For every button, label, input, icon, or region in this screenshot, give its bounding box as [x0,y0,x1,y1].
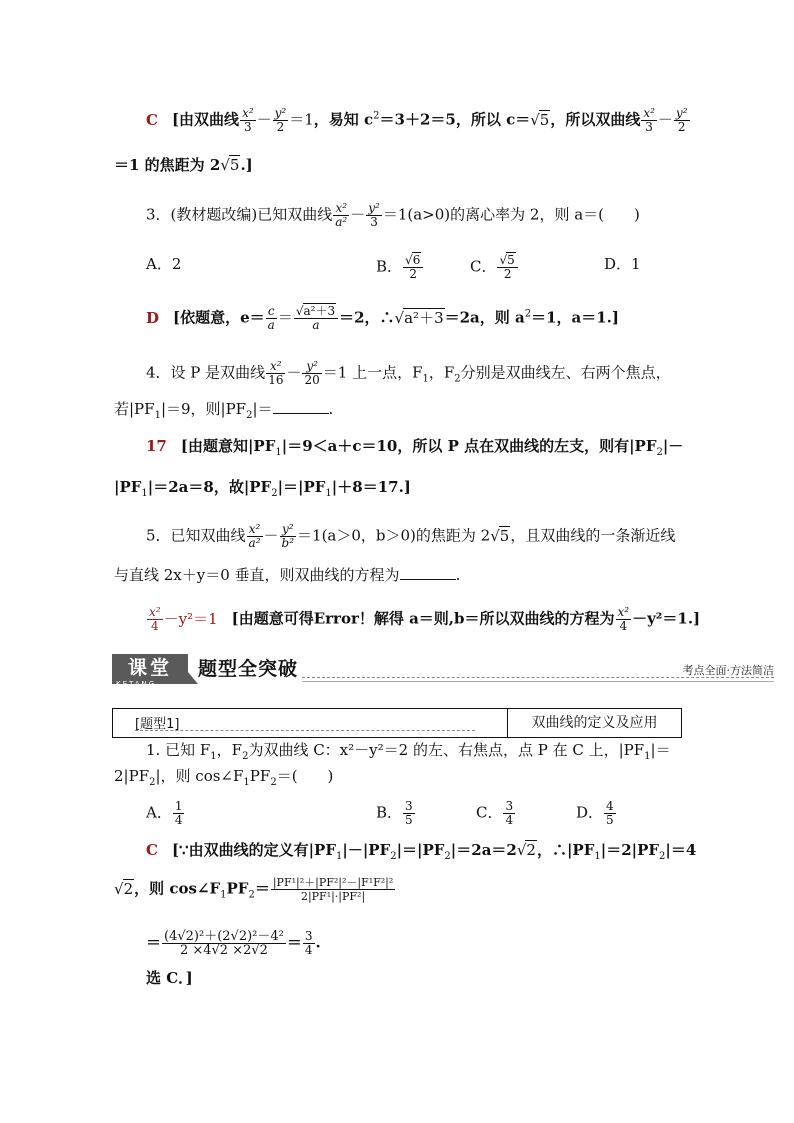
q3-option-b: B． $\frac{√6}{2}$ [376,254,424,281]
text: 若|PF [114,400,155,418]
text: |＝|PF [277,478,326,496]
p1-option-d: D． $\frac{4}{5}$ [576,799,614,827]
q4-answer-line2: $|PF_1|=2a=8$，故$|PF_2|=|PF_1|+8=17$.] [114,478,411,499]
text: |－ [662,437,684,455]
p1-answer-line4 [146,968,193,988]
text: [由题意可得Error！解得 a＝则,b＝所以双曲线的方程为 [231,609,615,628]
q4-stem: 4．设 P 是双曲线 $\frac{\text{x²}}{16}$ － $\frac{\text{y²}}{20}$ ＝1 上一点，$F_1$，$F_2$分别是双曲线左、右两个焦点， [146,359,671,387]
text: 与直线 2x＋y＝0 垂直，则双曲线的方程为 [114,566,400,584]
p1-answer-line2: √2，则 $\cos\angle F_1PF_2=$ $\frac{\text{|PF¹|²＋|PF²|²－|F¹F²|²}}{\text{2|PF¹|·|PF²|}}$ [114,876,394,903]
type-label: [题型1] [135,717,180,732]
text: ＝ [254,879,270,898]
answer-letter: C [146,110,158,129]
p1-option-a: A． $\frac{1}{4}$ [146,799,183,827]
text: . [315,933,321,952]
text: 2|PF [114,767,150,785]
p1-stem: 1. 已知 $F_1$，$F_2$为双曲线 C：x²－y²＝2 的左、右焦点，点 P 在 C 上，$|PF_1|=$ [146,741,671,762]
text: |＝9＜a＋c＝10，所以 P 点在双曲线的左支，则有|PF [281,437,657,455]
q5-answer: $\frac{\text{x²}}{4}$ －y²＝1 [由题意可得Error！解得 a＝则,b＝所以双曲线的方程为 $\frac{\text{x²}}{4}$ －y²＝1.] [149,605,701,633]
q3-answer: D [依题意，e＝ $\frac{c}{a}$ ＝ $\frac{\text{√a²＋3}}{a}$ ＝2，∴√a²＋3＝2a，则 $a^2=1$，a＝1.] [146,304,620,332]
text: |－|PF [342,841,391,859]
text: |＝ [650,741,671,759]
fraction-denominator: 2 ×4√2 ×2√2 [179,943,268,958]
q4-answer-line1: 17 [由题意知$|PF_1|=9<a+c=10$，所以 P 点在双曲线的左支，则有$|PF_2|-$ [146,437,684,458]
p1-option-b: B． $\frac{3}{5}$ [376,799,413,827]
text: A． [146,803,172,822]
text: |PF [114,478,142,496]
text: ，∴|PF [536,841,595,859]
text: |＋8＝17.] [331,478,411,496]
fraction-numerator: |PF¹|²＋|PF²|²－|F¹F²|² [272,876,394,889]
text: ，所以双曲线 [550,110,641,129]
text: [依题意，e＝ [173,308,265,327]
text: ＝1 的焦距为 2 [114,156,221,174]
text: B． [376,803,403,822]
text: 4．设 P 是双曲线 [146,363,266,382]
text: ＝( ) [276,767,334,785]
p1-option-c: C． $\frac{3}{4}$ [476,799,514,827]
text: A．2 [146,255,182,273]
text: D． [576,803,604,822]
text: |＝4 [665,841,697,859]
question-type-box [112,708,682,738]
text: |＝|PF [396,841,445,859]
q5-stem: 5．已知双曲线 $\frac{\text{x²}}{\text{a²}}$ － $\frac{\text{y²}}{\text{b²}}$ ＝1(a＞0，b＞0)的焦距为 2√5，且双曲线的一条渐近线 [146,522,676,550]
text: .] [240,156,253,174]
answer-letter: D [146,308,160,327]
q2-answer-line1: C [由双曲线 $\frac{\text{x²}}{3}$ － $\frac{\text{y²}}{2}$ ＝1，易知 $c^2=3+2=5$，所以 c＝√5，所以双曲线 $\frac{\text{x²}}{3}$ － $\frac{\text{y²}}{2}$ [146,106,688,134]
p1-answer-line3: ＝ $\frac{\text{(4√2)²＋(2√2)²－4²}}{2 \times 4√2 \times 2√2}$ ＝ $\frac{3}{4}$ . [146,929,321,958]
divider [135,730,475,731]
divider [302,677,774,678]
text: ，易知 c [313,110,374,129]
badge-subtitle: KETANG [116,680,157,688]
type-label-cell [113,709,508,737]
text: ＝1(a＞0，b＞0)的焦距为 2 [297,526,491,545]
text: ，F [428,363,455,382]
text: 1. 已知 F [146,741,211,759]
text: |＝9，则|PF [160,400,247,418]
text: [由题意知|PF [180,437,276,455]
text: ，且双曲线的一条渐近线 [510,526,676,545]
text: |＝2a＝8，故|PF [147,478,272,496]
text: [由双曲线 [171,110,240,129]
text: ，则 cos∠F [134,879,221,898]
text: PF [226,879,249,898]
text: ＝1(a>0)的离心率为 2，则 a＝( ) [382,205,640,224]
section-banner [112,652,774,692]
q4-stem-line2: 若$|PF_1|=9$，则$|PF_2|=$ . [114,400,334,421]
text: C． [470,257,497,276]
text: ＝ [146,933,162,952]
section-title: 题型全突破 [198,658,299,680]
text: －y²＝1.] [632,609,701,628]
text: ＝ [286,933,302,952]
q5-stem-line2: 与直线 2x＋y＝0 垂直，则双曲线的方程为 . [114,566,461,584]
section-tagline: 考点全面·方法简洁 [682,664,774,677]
fraction-numerator: (4√2)²＋(2√2)²－4² [164,929,284,944]
text: 选 C．] [146,969,193,987]
text: D．1 [604,255,641,273]
text: |＝ [252,400,273,418]
text: PF [249,767,271,785]
q2-answer-line2: ＝1 的焦距为 2√5.] [114,156,253,174]
text: |，则 cos∠F [155,767,244,785]
answer-blank [400,565,456,580]
text: C． [476,803,503,822]
text: 分别是双曲线左、右两个焦点， [460,363,671,382]
fraction-denominator: 2|PF¹|·|PF²| [300,890,366,903]
q3-stem: 3．(教材题改编)已知双曲线 $\frac{\text{x²}}{\text{a²}}$ － $\frac{\text{y²}}{3}$ ＝1(a>0)的离心率为 2，则 a＝( ) [146,201,640,229]
text: ＝1 上一点，F [322,363,423,382]
divider [302,681,774,682]
text: |＝2a＝2 [450,841,517,859]
text: 为双曲线 C：x²－y²＝2 的左、右焦点，点 P 在 C 上，|PF [248,741,645,759]
text: |＝2|PF [600,841,660,859]
text: ＝3＋2＝5，所以 c＝ [379,110,531,129]
text: ＝1，a＝1.] [531,308,620,327]
badge-arrow [188,672,198,684]
answer-letter: 17 [146,437,167,455]
badge-text: 课堂 [127,657,172,679]
p1-answer-line1: C [∵由双曲线的定义有$|PF_1|-|PF_2|=|PF_2|=2a=2√2$，$\therefore|PF_1|=2|PF_2|=4$ [146,841,697,862]
p1-stem-line2: $2|PF_2|$，则 $\cos\angle F_1PF_2=$( ) [114,767,334,788]
q3-option-a [146,254,181,274]
text: 3．(教材题改编)已知双曲线 [146,205,333,224]
text: [∵由双曲线的定义有|PF [171,841,336,859]
answer-letter: C [146,841,158,859]
type-title: 双曲线的定义及应用 [531,715,658,731]
text: ＝2a，则 a [444,308,525,327]
q3-option-c: C． $\frac{√5}{2}$ [470,254,519,281]
text: ＝2，∴ [339,308,395,327]
text: 5．已知双曲线 [146,526,246,545]
answer-blank [273,399,329,414]
text: ，F [216,741,243,759]
q3-option-d [604,254,641,274]
answer-text: －y²＝1 [163,609,218,628]
text: B． [376,257,403,276]
